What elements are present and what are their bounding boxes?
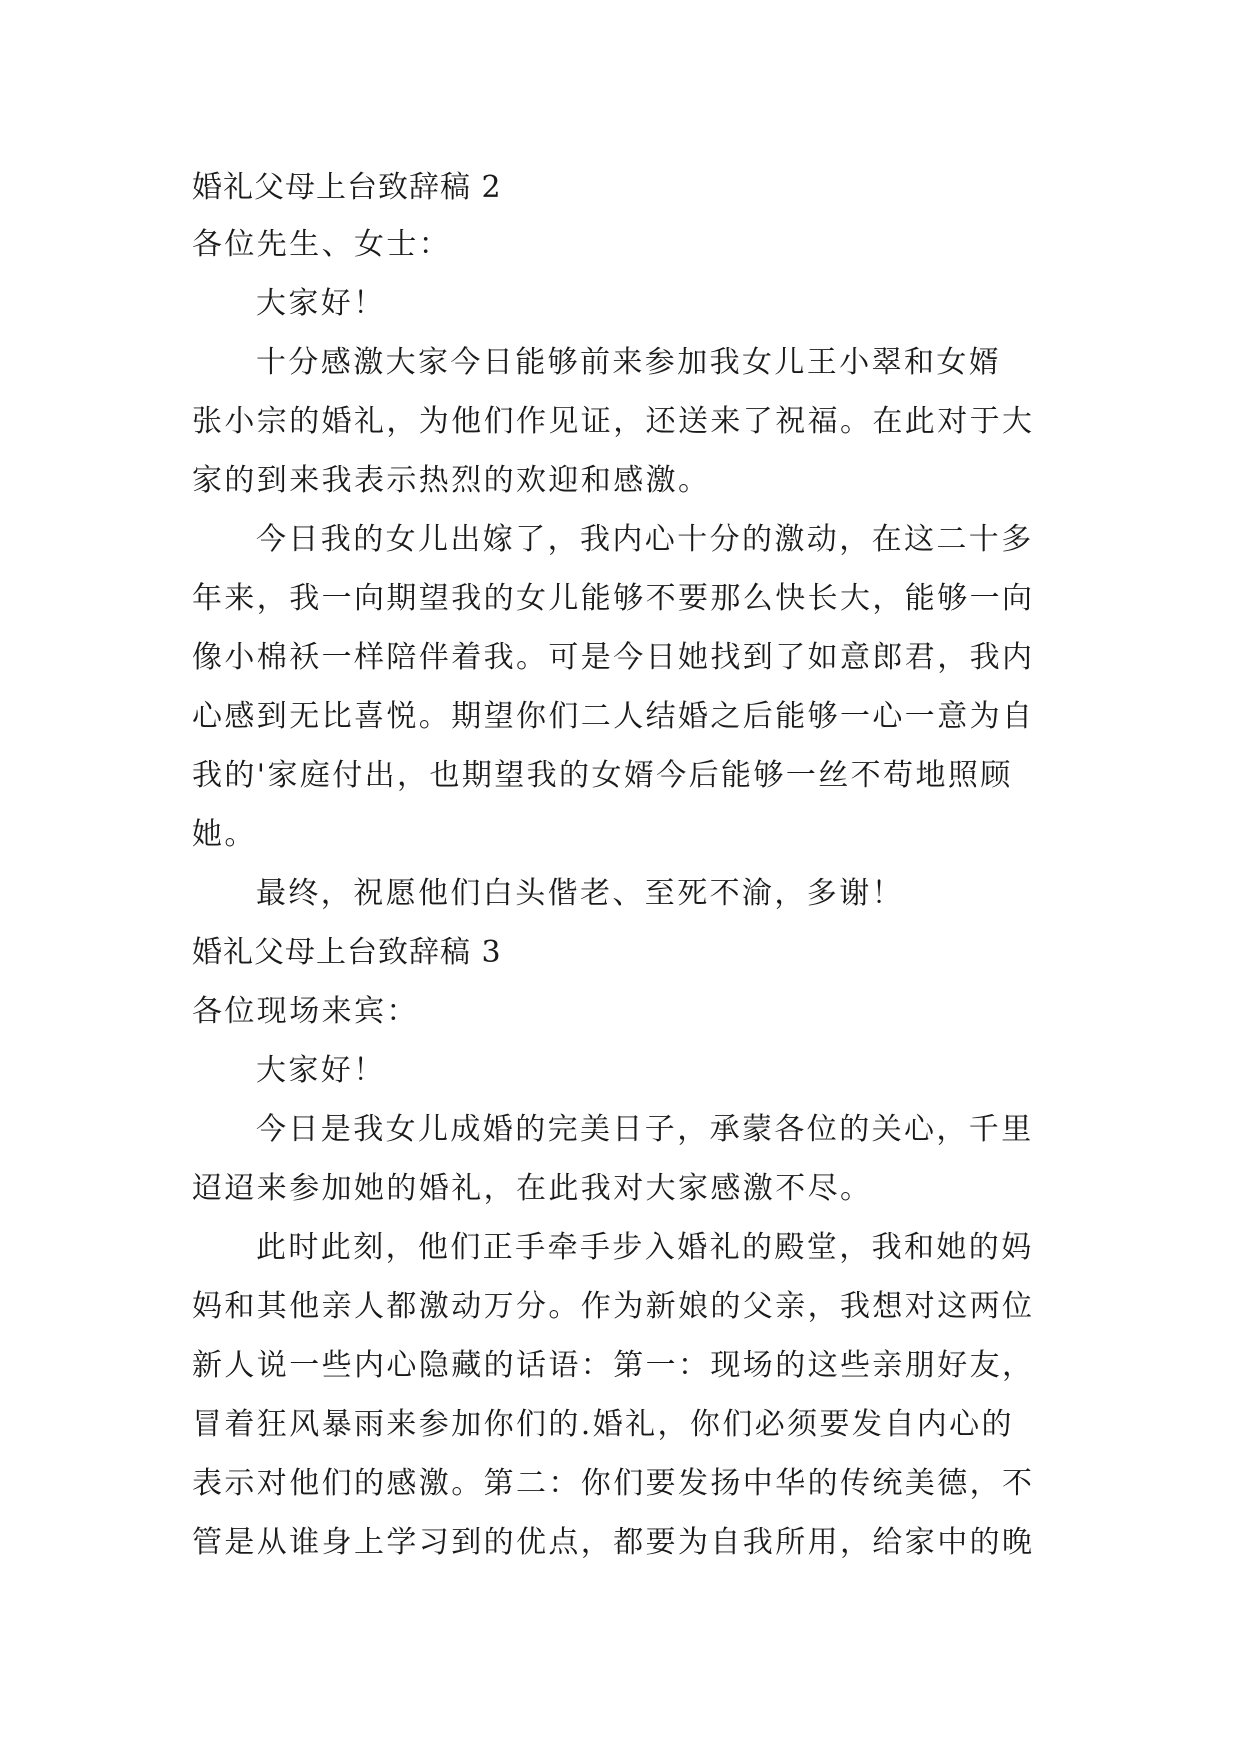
paragraph-line: 此时此刻，他们正手牵手步入婚礼的殿堂，我和她的妈	[256, 1230, 1034, 1265]
paragraph-line: 妈和其他亲人都激动万分。作为新娘的父亲，我想对这两位	[192, 1289, 1035, 1324]
paragraph-line: 她。	[192, 817, 257, 852]
paragraph-line: 最终，祝愿他们白头偕老、至死不渝，多谢！	[256, 876, 904, 911]
greeting: 大家好！	[256, 1053, 386, 1088]
paragraph-line: 表示对他们的感激。第二：你们要发扬中华的传统美德，不	[192, 1466, 1035, 1501]
document-page	[192, 158, 1052, 1572]
section-title: 婚礼父母上台致辞稿 3	[192, 935, 502, 970]
paragraph-line: 今日是我女儿成婚的完美日子，承蒙各位的关心，千里	[256, 1112, 1034, 1147]
greeting: 大家好！	[256, 286, 386, 321]
paragraph-line: 新人说一些内心隐藏的话语：第一：现场的这些亲朋好友，	[192, 1348, 1035, 1383]
paragraph-line: 像小棉袄一样陪伴着我。可是今日她找到了如意郎君，我内	[192, 640, 1035, 675]
paragraph-line: 今日我的女儿出嫁了，我内心十分的激动，在这二十多	[256, 522, 1034, 557]
paragraph-line: 年来，我一向期望我的女儿能够不要那么快长大，能够一向	[192, 581, 1035, 616]
paragraph-line: 管是从谁身上学习到的优点，都要为自我所用，给家中的晚	[192, 1525, 1035, 1560]
paragraph-line: 迢迢来参加她的婚礼，在此我对大家感激不尽。	[192, 1171, 873, 1206]
section-title: 婚礼父母上台致辞稿 2	[192, 170, 502, 205]
salutation: 各位现场来宾：	[192, 994, 419, 1029]
paragraph-line: 家的到来我表示热烈的欢迎和感激。	[192, 463, 711, 498]
paragraph-line: 张小宗的婚礼，为他们作见证，还送来了祝福。在此对于大	[192, 404, 1035, 439]
salutation: 各位先生、女士：	[192, 227, 452, 262]
paragraph-line: 十分感激大家今日能够前来参加我女儿王小翠和女婿	[256, 345, 1002, 380]
paragraph-line: 我的'家庭付出，也期望我的女婿今后能够一丝不苟地照顾	[192, 758, 1013, 793]
paragraph-line: 心感到无比喜悦。期望你们二人结婚之后能够一心一意为自	[192, 699, 1035, 734]
paragraph-line: 冒着狂风暴雨来参加你们的.婚礼，你们必须要发自内心的	[192, 1407, 1014, 1442]
